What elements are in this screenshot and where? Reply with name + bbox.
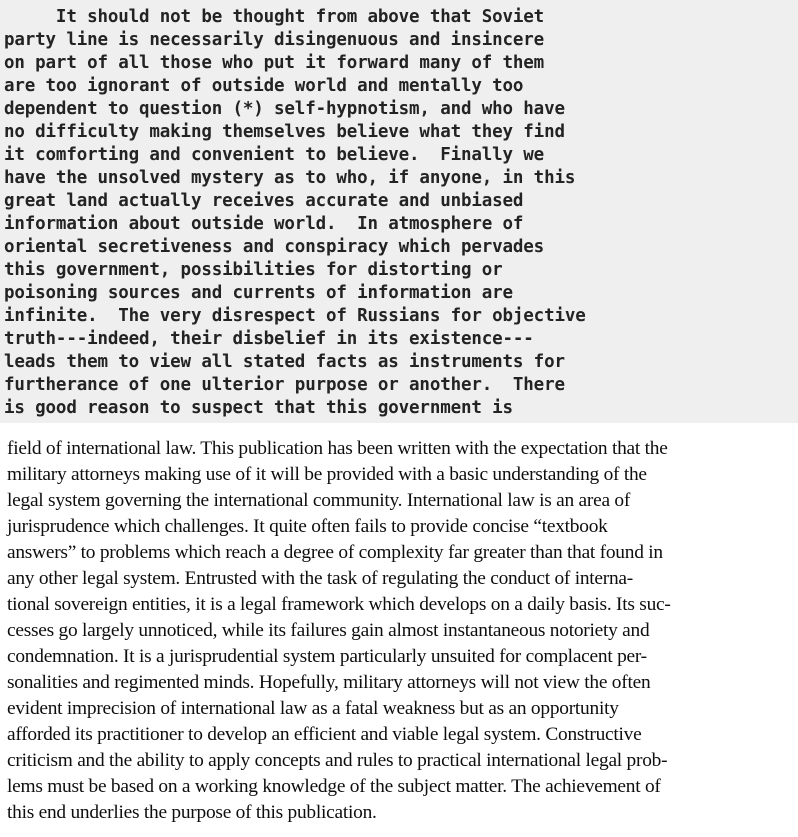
printed-line: this end underlies the purpose of this publication. <box>7 802 377 823</box>
printed-line: military attorneys making use of it will be provided with a basic understanding of the <box>7 464 647 485</box>
typewritten-line: poisoning sources and currents of information are <box>4 283 513 303</box>
typewritten-line: dependent to question (*) self-hypnotism, and who have <box>4 99 565 119</box>
typewritten-line: is good reason to suspect that this government is <box>4 398 513 418</box>
printed-line: jurisprudence which challenges. It quite often fails to provide concise “textbook <box>7 516 608 537</box>
printed-line: answers” to problems which reach a degree of complexity far greater than that found in <box>7 542 663 563</box>
printed-line: any other legal system. Entrusted with the task of regulating the conduct of interna- <box>7 568 633 589</box>
typewritten-line: have the unsolved mystery as to who, if anyone, in this <box>4 168 576 188</box>
printed-line: afforded its practitioner to develop an efficient and viable legal system. Constructive <box>7 724 642 745</box>
typewritten-line: furtherance of one ulterior purpose or another. There <box>4 375 565 395</box>
printed-line: criticism and the ability to apply concepts and rules to practical international legal prob- <box>7 750 668 771</box>
typewritten-line: this government, possibilities for distorting or <box>4 260 503 280</box>
typewritten-line: it comforting and convenient to believe. Finally we <box>4 145 545 165</box>
typewritten-line: on part of all those who put it forward many of them <box>4 53 545 73</box>
printed-line: field of international law. This publication has been written with the expectation that the <box>7 438 668 459</box>
printed-line: tional sovereign entities, it is a legal framework which develops on a daily basis. Its suc- <box>7 594 671 615</box>
typewritten-line: infinite. The very disrespect of Russians for objective <box>4 306 586 326</box>
typewritten-line: leads them to view all stated facts as instruments for <box>4 352 565 372</box>
typewritten-line: are too ignorant of outside world and mentally too <box>4 76 524 96</box>
typewritten-line: oriental secretiveness and conspiracy which pervades <box>4 237 545 257</box>
printed-text-block <box>0 423 798 837</box>
printed-line: sonalities and regimented minds. Hopefully, military attorneys will not view the often <box>7 672 651 693</box>
printed-line: condemnation. It is a jurisprudential system particularly unsuited for complacent per- <box>7 646 647 667</box>
printed-line: legal system governing the international community. International law is an area of <box>7 490 631 511</box>
typewritten-line: no difficulty making themselves believe what they find <box>4 122 565 142</box>
typewritten-line: It should not be thought from above that Soviet <box>4 7 545 27</box>
printed-line: evident imprecision of international law as a fatal weakness but as an opportunity <box>7 698 619 719</box>
typewritten-line: truth---indeed, their disbelief in its existence--- <box>4 329 534 349</box>
printed-line: cesses go largely unnoticed, while its failures gain almost instantaneous notoriety and <box>7 620 650 641</box>
printed-line: lems must be based on a working knowledge of the subject matter. The achievement of <box>7 776 661 797</box>
typewritten-line: party line is necessarily disingenuous and insincere <box>4 30 545 50</box>
typewritten-line: great land actually receives accurate and unbiased <box>4 191 524 211</box>
typewritten-line: information about outside world. In atmosphere of <box>4 214 524 234</box>
